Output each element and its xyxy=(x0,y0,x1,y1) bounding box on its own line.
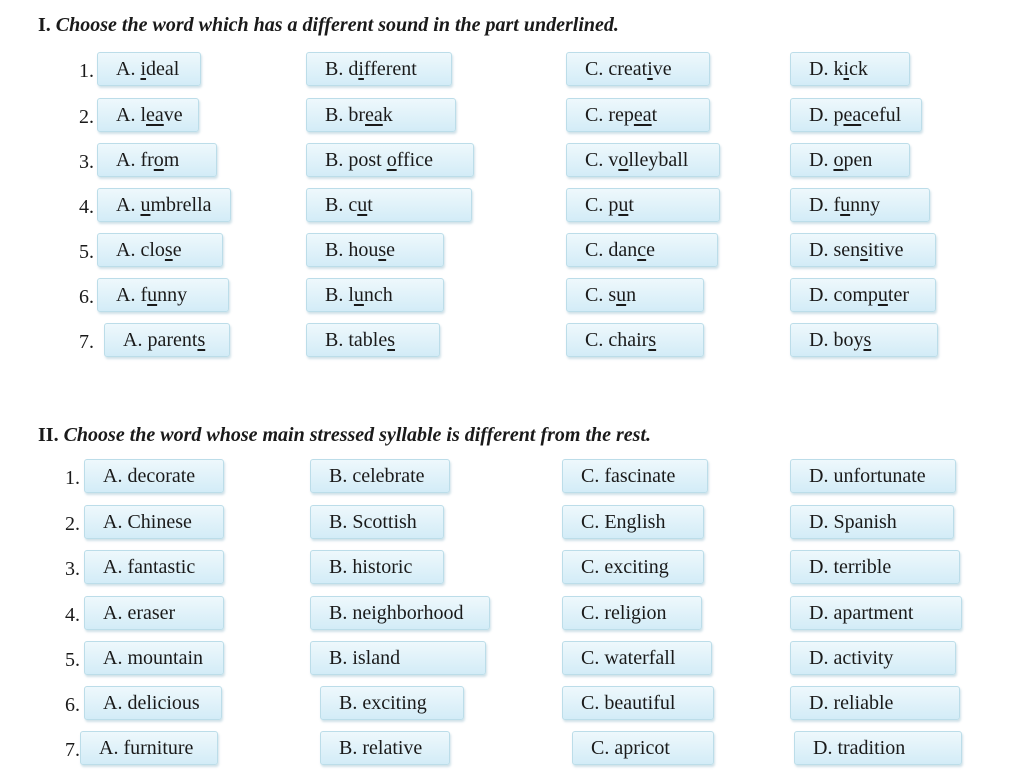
option-b[interactable]: B. house xyxy=(306,233,444,267)
option-b[interactable]: B. Scottish xyxy=(310,505,444,539)
option-c[interactable]: C. waterfall xyxy=(562,641,712,675)
section-1-title xyxy=(38,14,619,37)
s1-question-row-4 xyxy=(0,186,1024,226)
s2-question-row-5 xyxy=(0,639,1024,679)
option-d[interactable]: D. kick xyxy=(790,52,910,86)
question-number: 2. xyxy=(79,106,94,128)
option-b[interactable]: B. post office xyxy=(306,143,474,177)
section-1-roman: I. xyxy=(38,14,51,36)
section-2-instruction: Choose the word whose main stressed syllable is different from the rest. xyxy=(63,424,652,446)
option-c[interactable]: C. put xyxy=(566,188,720,222)
s2-question-row-6 xyxy=(0,684,1024,724)
option-a[interactable]: A. eraser xyxy=(84,596,224,630)
option-a[interactable]: A. parents xyxy=(104,323,230,357)
section-2-title xyxy=(38,424,651,447)
option-b[interactable]: B. cut xyxy=(306,188,472,222)
option-d[interactable]: D. boys xyxy=(790,323,938,357)
question-number: 2. xyxy=(65,513,80,535)
s1-question-row-1 xyxy=(0,50,1024,90)
option-a[interactable]: A. leave xyxy=(97,98,199,132)
option-b[interactable]: B. tables xyxy=(306,323,440,357)
option-b[interactable]: B. exciting xyxy=(320,686,464,720)
option-c[interactable]: C. dance xyxy=(566,233,718,267)
option-a[interactable]: A. furniture xyxy=(80,731,218,765)
option-c[interactable]: C. repeat xyxy=(566,98,710,132)
option-c[interactable]: C. chairs xyxy=(566,323,704,357)
option-b[interactable]: B. historic xyxy=(310,550,444,584)
option-d[interactable]: D. reliable xyxy=(790,686,960,720)
option-d[interactable]: D. activity xyxy=(790,641,956,675)
s2-question-row-2 xyxy=(0,503,1024,543)
option-b[interactable]: B. lunch xyxy=(306,278,444,312)
s1-question-row-7 xyxy=(0,321,1024,361)
s2-question-row-7 xyxy=(0,729,1024,769)
option-c[interactable]: C. apricot xyxy=(572,731,714,765)
question-number: 4. xyxy=(65,604,80,626)
question-number: 4. xyxy=(79,196,94,218)
option-d[interactable]: D. open xyxy=(790,143,910,177)
question-number: 7. xyxy=(65,739,80,761)
section-2-roman: II. xyxy=(38,424,59,446)
s1-question-row-3 xyxy=(0,141,1024,181)
question-number: 6. xyxy=(79,286,94,308)
question-number: 5. xyxy=(79,241,94,263)
option-a[interactable]: A. delicious xyxy=(84,686,222,720)
option-c[interactable]: C. exciting xyxy=(562,550,704,584)
option-d[interactable]: D. unfortunate xyxy=(790,459,956,493)
option-d[interactable]: D. apartment xyxy=(790,596,962,630)
s1-question-row-5 xyxy=(0,231,1024,271)
option-b[interactable]: B. celebrate xyxy=(310,459,450,493)
option-a[interactable]: A. from xyxy=(97,143,217,177)
question-number: 6. xyxy=(65,694,80,716)
option-a[interactable]: A. umbrella xyxy=(97,188,231,222)
option-c[interactable]: C. sun xyxy=(566,278,704,312)
option-b[interactable]: B. different xyxy=(306,52,452,86)
option-d[interactable]: D. sensitive xyxy=(790,233,936,267)
option-a[interactable]: A. funny xyxy=(97,278,229,312)
option-b[interactable]: B. neighborhood xyxy=(310,596,490,630)
question-number: 1. xyxy=(79,60,94,82)
option-c[interactable]: C. volleyball xyxy=(566,143,720,177)
question-number: 7. xyxy=(79,331,94,353)
section-1-instruction: Choose the word which has a different sound in the part underlined. xyxy=(55,14,619,36)
option-c[interactable]: C. English xyxy=(562,505,704,539)
question-number: 1. xyxy=(65,467,80,489)
option-a[interactable]: A. mountain xyxy=(84,641,224,675)
option-b[interactable]: B. break xyxy=(306,98,456,132)
option-d[interactable]: D. Spanish xyxy=(790,505,954,539)
option-a[interactable]: A. close xyxy=(97,233,223,267)
option-b[interactable]: B. relative xyxy=(320,731,450,765)
option-c[interactable]: C. creative xyxy=(566,52,710,86)
option-a[interactable]: A. decorate xyxy=(84,459,224,493)
question-number: 3. xyxy=(65,558,80,580)
question-number: 5. xyxy=(65,649,80,671)
option-a[interactable]: A. ideal xyxy=(97,52,201,86)
option-a[interactable]: A. fantastic xyxy=(84,550,224,584)
option-d[interactable]: D. peaceful xyxy=(790,98,922,132)
s2-question-row-1 xyxy=(0,457,1024,497)
option-c[interactable]: C. religion xyxy=(562,596,702,630)
s1-question-row-6 xyxy=(0,276,1024,316)
option-d[interactable]: D. tradition xyxy=(794,731,962,765)
option-c[interactable]: C. beautiful xyxy=(562,686,714,720)
question-number: 3. xyxy=(79,151,94,173)
option-c[interactable]: C. fascinate xyxy=(562,459,708,493)
option-a[interactable]: A. Chinese xyxy=(84,505,224,539)
option-d[interactable]: D. computer xyxy=(790,278,936,312)
option-d[interactable]: D. terrible xyxy=(790,550,960,584)
s1-question-row-2 xyxy=(0,96,1024,136)
s2-question-row-3 xyxy=(0,548,1024,588)
s2-question-row-4 xyxy=(0,594,1024,634)
option-d[interactable]: D. funny xyxy=(790,188,930,222)
option-b[interactable]: B. island xyxy=(310,641,486,675)
